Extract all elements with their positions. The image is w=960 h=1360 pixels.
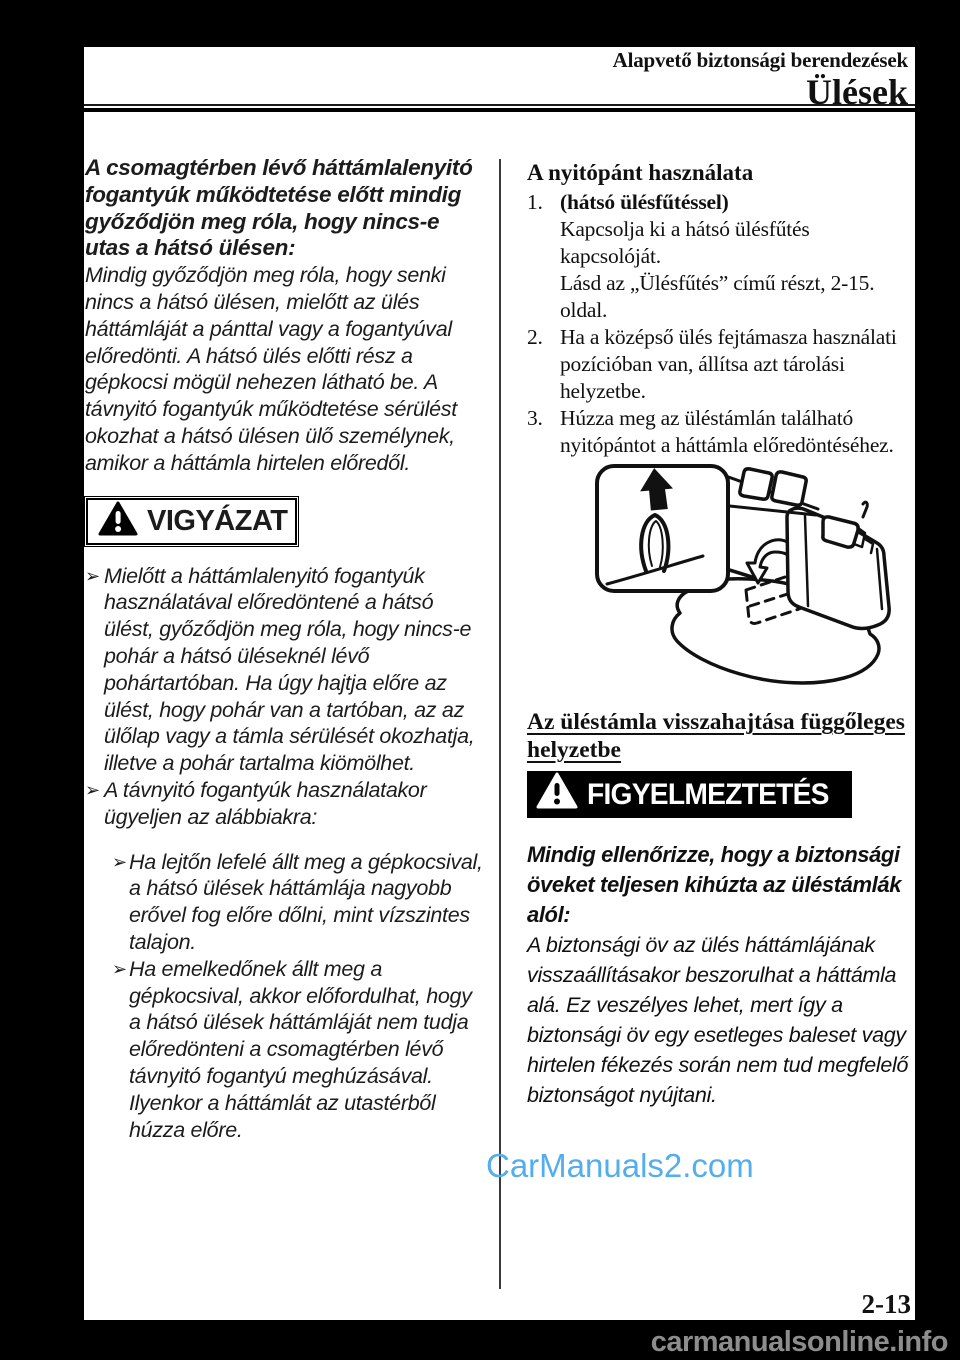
list-item (112, 956, 484, 1144)
carmanuals2-watermark: CarManuals2.com (486, 1147, 754, 1184)
step-item (527, 324, 913, 405)
bullet-text: Ha emelkedőnek állt meg a gépkocsival, akkor előfordulhat, hogy a hátsó ülések háttámláját nem tudja előredönteni a csomagtérben lévő távnyitó fogantyú meghúzásával. Ilyenkor a háttámlát az utastérből húzza előre. (129, 956, 472, 1142)
step-text: Húzza meg az üléstámlán található nyitópántot a háttámla előredöntéséhez. (560, 406, 894, 457)
step-body: Kapcsolja ki a hátsó ülésfűtés kapcsolóját. (560, 217, 810, 268)
list-item (85, 777, 484, 831)
arrow-bullet-icon: ➢ (112, 958, 127, 980)
numbered-steps (527, 189, 913, 459)
site-watermark: carmanualsonline.info (650, 1326, 948, 1358)
page-header (613, 48, 908, 110)
left-column (85, 155, 484, 1143)
warning-triangle-icon (98, 501, 138, 542)
warning-box (527, 771, 852, 818)
strap-pin (863, 502, 867, 517)
caution-box (86, 498, 297, 545)
left-paragraph: Mindig győződjön meg róla, hogy senki nincs a hátsó ülésen, mielőtt az ülés háttámláját a pánttal vagy a fogantyúval előredönti. A hátsó ülés előtti rész a gépkocsi mögül nehezen látható be. A távnyitó fogantyúk működtetése sérülést okozhat a hátsó ülésen ülő személynek, amikor a háttámla hirtelen előredől. (85, 263, 457, 475)
caution-label: VIGYÁZAT (147, 504, 288, 537)
caution-bullet-list (85, 563, 484, 831)
right-column (527, 159, 913, 1110)
step-item (527, 405, 913, 459)
arrow-bullet-icon: ➢ (85, 565, 100, 587)
step-item (527, 189, 913, 324)
list-item (112, 849, 484, 956)
folded-headrest (740, 469, 772, 499)
step-text (560, 189, 913, 324)
manual-page (84, 47, 915, 1320)
step-reference: Lásd az „Ülésfűtés” című részt, 2-15. oldal. (560, 271, 875, 322)
bullet-text: A távnyitó fogantyúk használatakor ügyeljen az alábbiakra: (104, 777, 427, 829)
left-lead-in: A csomagtérben lévő háttámlalenyitó fogantyúk működtetése előtt mindig győződjön meg róla, hogy nincs-e utas a hátsó ülésen: (85, 155, 473, 261)
headrest (823, 517, 858, 547)
folded-headrest (772, 472, 806, 505)
bullet-text: Mielőtt a háttámlalenyitó fogantyúk használatával előredöntené a hátsó ülést, győződjön meg róla, hogy nincs-e pohár a hátsó üléseknél lévő pohártartóban. Ha úgy hajtja előre az ülést, hogy pohár van a tartóban, az az ülőlap vagy a támla sérülését okozhatja, illetve a pohár tartalma kiömölhet. (104, 563, 475, 776)
subsection-title: Az üléstámla visszahajtása függőleges helyzetbe (527, 709, 905, 763)
list-item (85, 563, 484, 777)
warning-triangle-icon (536, 772, 578, 817)
arrow-bullet-icon: ➢ (112, 851, 127, 873)
step-text: Ha a középső ülés fejtámasza használati pozícióban van, állítsa azt tárolási helyzetbe. (560, 325, 897, 403)
step-number: 3. (527, 406, 543, 430)
caution-sub-bullet-list (85, 849, 484, 1144)
section-title: A nyitópánt használata (527, 160, 754, 185)
page-title: Ülések (806, 72, 908, 112)
step-number: 2. (527, 325, 543, 349)
arrow-bullet-icon: ➢ (85, 779, 100, 801)
step-condition: (hátsó ülésfűtéssel) (560, 190, 729, 214)
bullet-text: Ha lejtőn lefelé állt meg a gépkocsival, a hátsó ülések háttámlája nagyobb erővel fog előre dőlni, mint vízszintes talajon. (129, 849, 483, 954)
column-divider (499, 159, 501, 1289)
header-rule (84, 104, 915, 112)
page-number: 2-13 (861, 1289, 911, 1319)
seat-illustration (560, 459, 910, 709)
step-number: 1. (527, 190, 543, 214)
warning-lead-in: Mindig ellenőrizze, hogy a biztonsági öveket teljesen kihúzta az üléstámlák alól: (527, 842, 902, 927)
warning-paragraph: A biztonsági öv az ülés háttámlájának visszaállításakor beszorulhat a háttámla alá. Ez veszélyes lehet, mert így a biztonsági öv egy esetleges baleset vagy hirtelen fékezés során nem tud megfelelő biztonságot nyújtani. (527, 933, 909, 1107)
warning-label: FIGYELMEZTETÉS (587, 778, 829, 811)
header-section-label: Alapvető biztonsági berendezések (612, 48, 908, 72)
